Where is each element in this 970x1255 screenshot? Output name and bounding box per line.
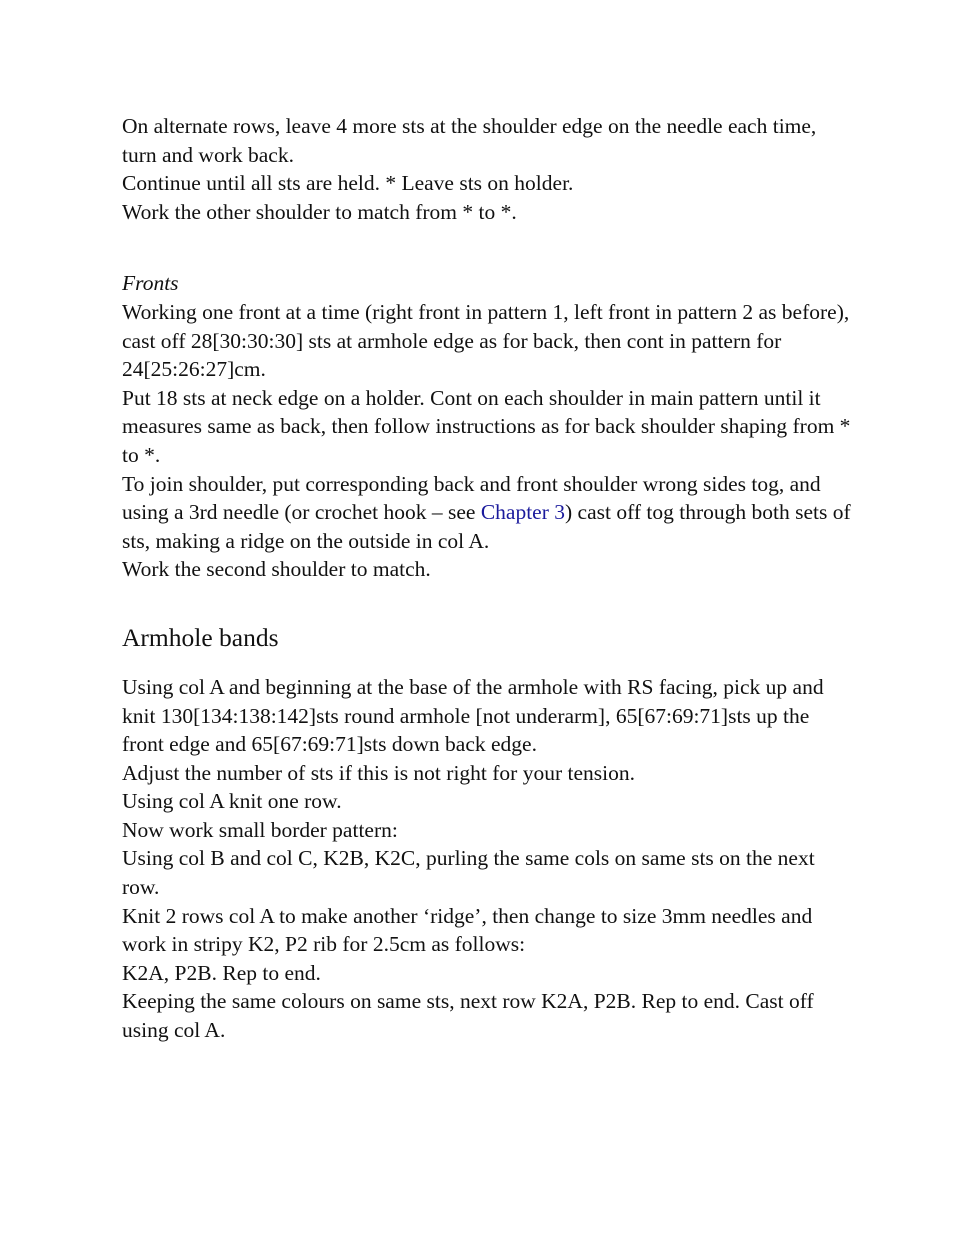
paragraph: Continue until all sts are held. * Leave sts on holder. <box>122 171 574 196</box>
section-subheading-fronts: Fronts <box>122 271 179 296</box>
paragraph: Work the second shoulder to match. <box>122 557 431 582</box>
chapter-3-link[interactable]: Chapter 3 <box>480 500 565 525</box>
text-run: To join shoulder, put corresponding back and front shoulder wrong sides tog, and using a 3rd needle (or crochet hook – see <box>122 471 821 525</box>
text-run: ) cast off tog through both sets of sts, making a ridge on the outside in col A. <box>122 500 851 553</box>
paragraph: Put 18 sts at neck edge on a holder. Cont on each shoulder in main pattern until it measures same as back, then follow instructions as for back shoulder shaping from * to *. <box>122 385 851 467</box>
paragraph: Knit 2 rows col A to make another ‘ridge’, then change to size 3mm needles and work in stripy K2, P2 rib for 2.5cm as follows: <box>122 903 813 957</box>
paragraph: Now work small border pattern: <box>122 817 398 842</box>
page-content <box>122 112 852 1045</box>
spacer <box>122 226 852 269</box>
paragraph: Adjust the number of sts if this is not right for your tension. <box>122 760 635 785</box>
spacer <box>122 655 852 673</box>
paragraph: Using col A and beginning at the base of the armhole with RS facing, pick up and knit 130[134:138:142]sts round armhole [not underarm], 65[67:69:71]sts up the front edge and 65[67:69:71]sts down back edge. <box>122 674 824 757</box>
paragraph: Work the other shoulder to match from * to *. <box>122 199 517 224</box>
paragraph: On alternate rows, leave 4 more sts at the shoulder edge on the needle each time, turn and work back. <box>122 114 817 167</box>
paragraph: Keeping the same colours on same sts, next row K2A, P2B. Rep to end. Cast off using col A. <box>122 989 814 1043</box>
paragraph: K2A, P2B. Rep to end. <box>122 960 321 985</box>
paragraph-with-link <box>122 470 852 556</box>
paragraph: Using col A knit one row. <box>122 789 342 814</box>
paragraph: Using col B and col C, K2B, K2C, purling the same cols on same sts on the next row. <box>122 846 815 900</box>
spacer <box>122 584 852 621</box>
section-heading-armhole-bands: Armhole bands <box>122 622 279 652</box>
paragraph: Working one front at a time (right front in pattern 1, left front in pattern 2 as before), cast off 28[30:30:30] sts at armhole edge as for back, then cont in pattern for 24[25:26:27]cm. <box>122 299 850 382</box>
